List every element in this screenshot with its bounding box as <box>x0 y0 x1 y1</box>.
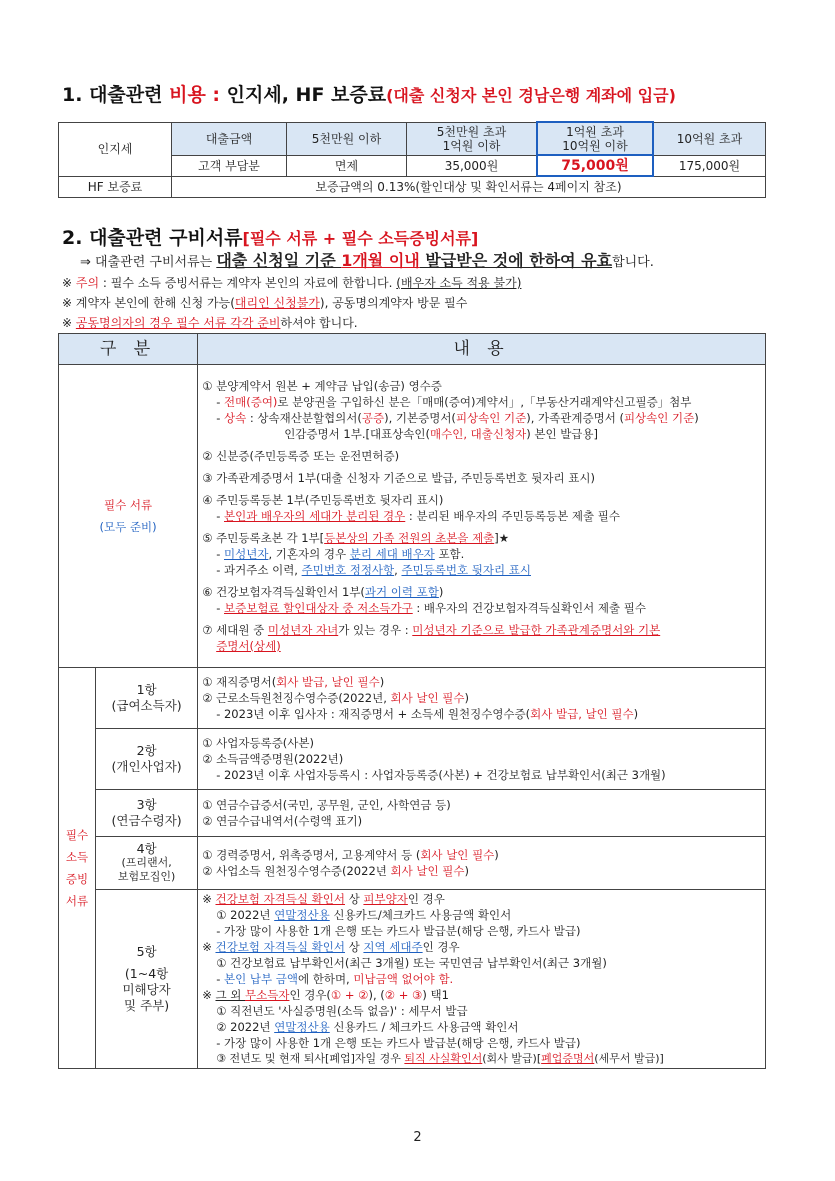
required-docs-label: 필수 서류 (모두 준비) <box>59 365 198 668</box>
caution-note: ※ 주의 : 필수 소득 증빙서류는 계약자 본인의 자료에 한합니다. (배우자 소득 적용 불가) <box>62 276 522 290</box>
content-header: 내 용 <box>198 334 766 365</box>
category-3-content: ① 연금수급증서(국민, 공무원, 군인, 사학연금 등) ② 연금수급내역서(수령액 표기) <box>198 790 766 837</box>
hf-fee-label: HF 보증료 <box>59 176 172 197</box>
fee-header: 10억원 초과 <box>653 122 766 155</box>
section-2-title: 2. 대출관련 구비서류[필수 서류 + 필수 소득증빙서류] <box>62 227 479 249</box>
category-5: 5항 (1~4항 미해당자 및 주부) <box>96 890 198 1069</box>
category-2-content: ① 사업자등록증(사본) ② 소득금액증명원(2022년) - 2023년 이후 사업자등록시 : 사업자등록증(사본) + 건강보험료 납부확인서(최근 3개월) <box>198 729 766 790</box>
stamp-tax-label: 인지세 <box>59 122 172 176</box>
hf-fee-text: 보증금액의 0.13%(할인대상 및 확인서류는 4페이지 참조) <box>172 176 766 197</box>
category-1-content: ① 재직증명서(회사 발급, 날인 필수) ② 근로소득원천징수영수증(2022년, 회사 날인 필수) - 2023년 이후 입사자 : 재직증명서 + 소득세 원천징수영수증(회사 발급, 날인 필수) <box>198 668 766 729</box>
documents-table <box>58 333 766 1069</box>
applicant-note: ※ 계약자 본인에 한해 신청 가능(대리인 신청불가), 공동명의계약자 방문 필수 <box>62 296 468 310</box>
category-2: 2항 (개인사업자) <box>96 729 198 790</box>
category-3: 3항 (연금수령자) <box>96 790 198 837</box>
fee-table <box>58 121 766 198</box>
page-number: 2 <box>413 1130 422 1145</box>
category-4: 4항 (프리랜서, 보험모집인) <box>96 837 198 890</box>
fee-cell-highlight: 75,000원 <box>537 155 653 176</box>
income-docs-label: 필수 소득 증빙 서류 <box>59 668 96 1069</box>
fee-cell: 고객 부담분 <box>172 155 287 176</box>
category-header: 구 분 <box>59 334 198 365</box>
category-1: 1항 (급여소득자) <box>96 668 198 729</box>
fee-cell: 면제 <box>287 155 407 176</box>
fee-header: 1억원 초과 10억원 이하 <box>537 122 653 155</box>
fee-header: 5천만원 이하 <box>287 122 407 155</box>
fee-header: 5천만원 초과 1억원 이하 <box>407 122 538 155</box>
category-5-content: ※ 건강보험 자격득실 확인서 상 피부양자인 경우 ① 2022년 연말정산용 신용카드/체크카드 사용금액 확인서 - 가장 많이 사용한 1개 은행 또는 카드사 발급분(해당 은행, 카드사 발급) ※ 건강보험 자격득실 확인서 상 지역 세대주인 경우 ① 건강보험료 납부확인서(최근 3개월) 또는 국민연금 납부확인서(최근 3개월) - 본인 납부 금액에 한하며, 미납금액 없어야 함. ※ 그 외 무소득자인 경우(① + ②), (② + ③) 택1 ① 직전년도 '사실증명원(소득 없음)' : 세무서 발급 ② 2022년 연말정산용 신용카드 / 체크카드 사용금액 확인서 - 가장 많이 사용한 1개 은행 또는 카드사 발급분(해당 은행, 카드사 발급) ③ 전년도 및 현재 퇴사[폐업]자일 경우 퇴직 사실확인서(회사 발급)[폐업증명서(세무서 발급)] <box>198 890 766 1069</box>
fee-cell: 175,000원 <box>653 155 766 176</box>
category-4-content: ① 경력증명서, 위촉증명서, 고용계약서 등 (회사 날인 필수) ② 사업소득 원천징수영수증(2022년 회사 날인 필수) <box>198 837 766 890</box>
fee-header: 대출금액 <box>172 122 287 155</box>
section-1-title: 1. 대출관련 비용 : 인지세, HF 보증료(대출 신청자 본인 경남은행 계좌에 입금) <box>62 84 676 106</box>
fee-cell: 35,000원 <box>407 155 538 176</box>
joint-owner-note: ※ 공동명의자의 경우 필수 서류 각각 준비하셔야 합니다. <box>62 316 358 330</box>
required-docs-content: ① 분양계약서 원본 + 계약금 납입(송금) 영수증 - 전매(증여)로 분양권을 구입하신 분은「매매(증여)계약서」,「부동산거래계약신고필증」첨부 - 상속 : 상속재산분할협의서(공증), 기본증명서(피상속인 기준), 가족관계증명서 (피상속인 기준) 인감증명서 1부.[대표상속인(매수인, 대출신청자) 본인 발급용] ② 신분증(주민등록증 또는 운전면허증) ③ 가족관계증명서 1부(대출 신청자 기준으로 발급, 주민등록번호 뒷자리 표시) ④ 주민등록등본 1부(주민등록번호 뒷자리 표시) - 본인과 배우자의 세대가 분리된 경우 : 분리된 배우자의 주민등록등본 제출 필수 ⑤ 주민등록초본 각 1부[등본상의 가족 전원의 초본을 제출]★ - 미성년자, 기혼자의 경우 분리 세대 배우자 포함. - 과거주소 이력, 주민번호 정정사항, 주민등록번호 뒷자리 표시 ⑥ 건강보험자격득실확인서 1부(과거 이력 포함) - 보증보험료 할인대상자 중 저소득가구 : 배우자의 건강보험자격득실확인서 제출 필수 ⑦ 세대원 중 미성년자 자녀가 있는 경우 : 미성년자 기준으로 발급한 가족관계증명서와 기본 증명서(상세) <box>198 365 766 668</box>
validity-note: ⇒ 대출관련 구비서류는 대출 신청일 기준 1개월 이내 발급받은 것에 한하여 유효합니다. <box>80 251 654 270</box>
